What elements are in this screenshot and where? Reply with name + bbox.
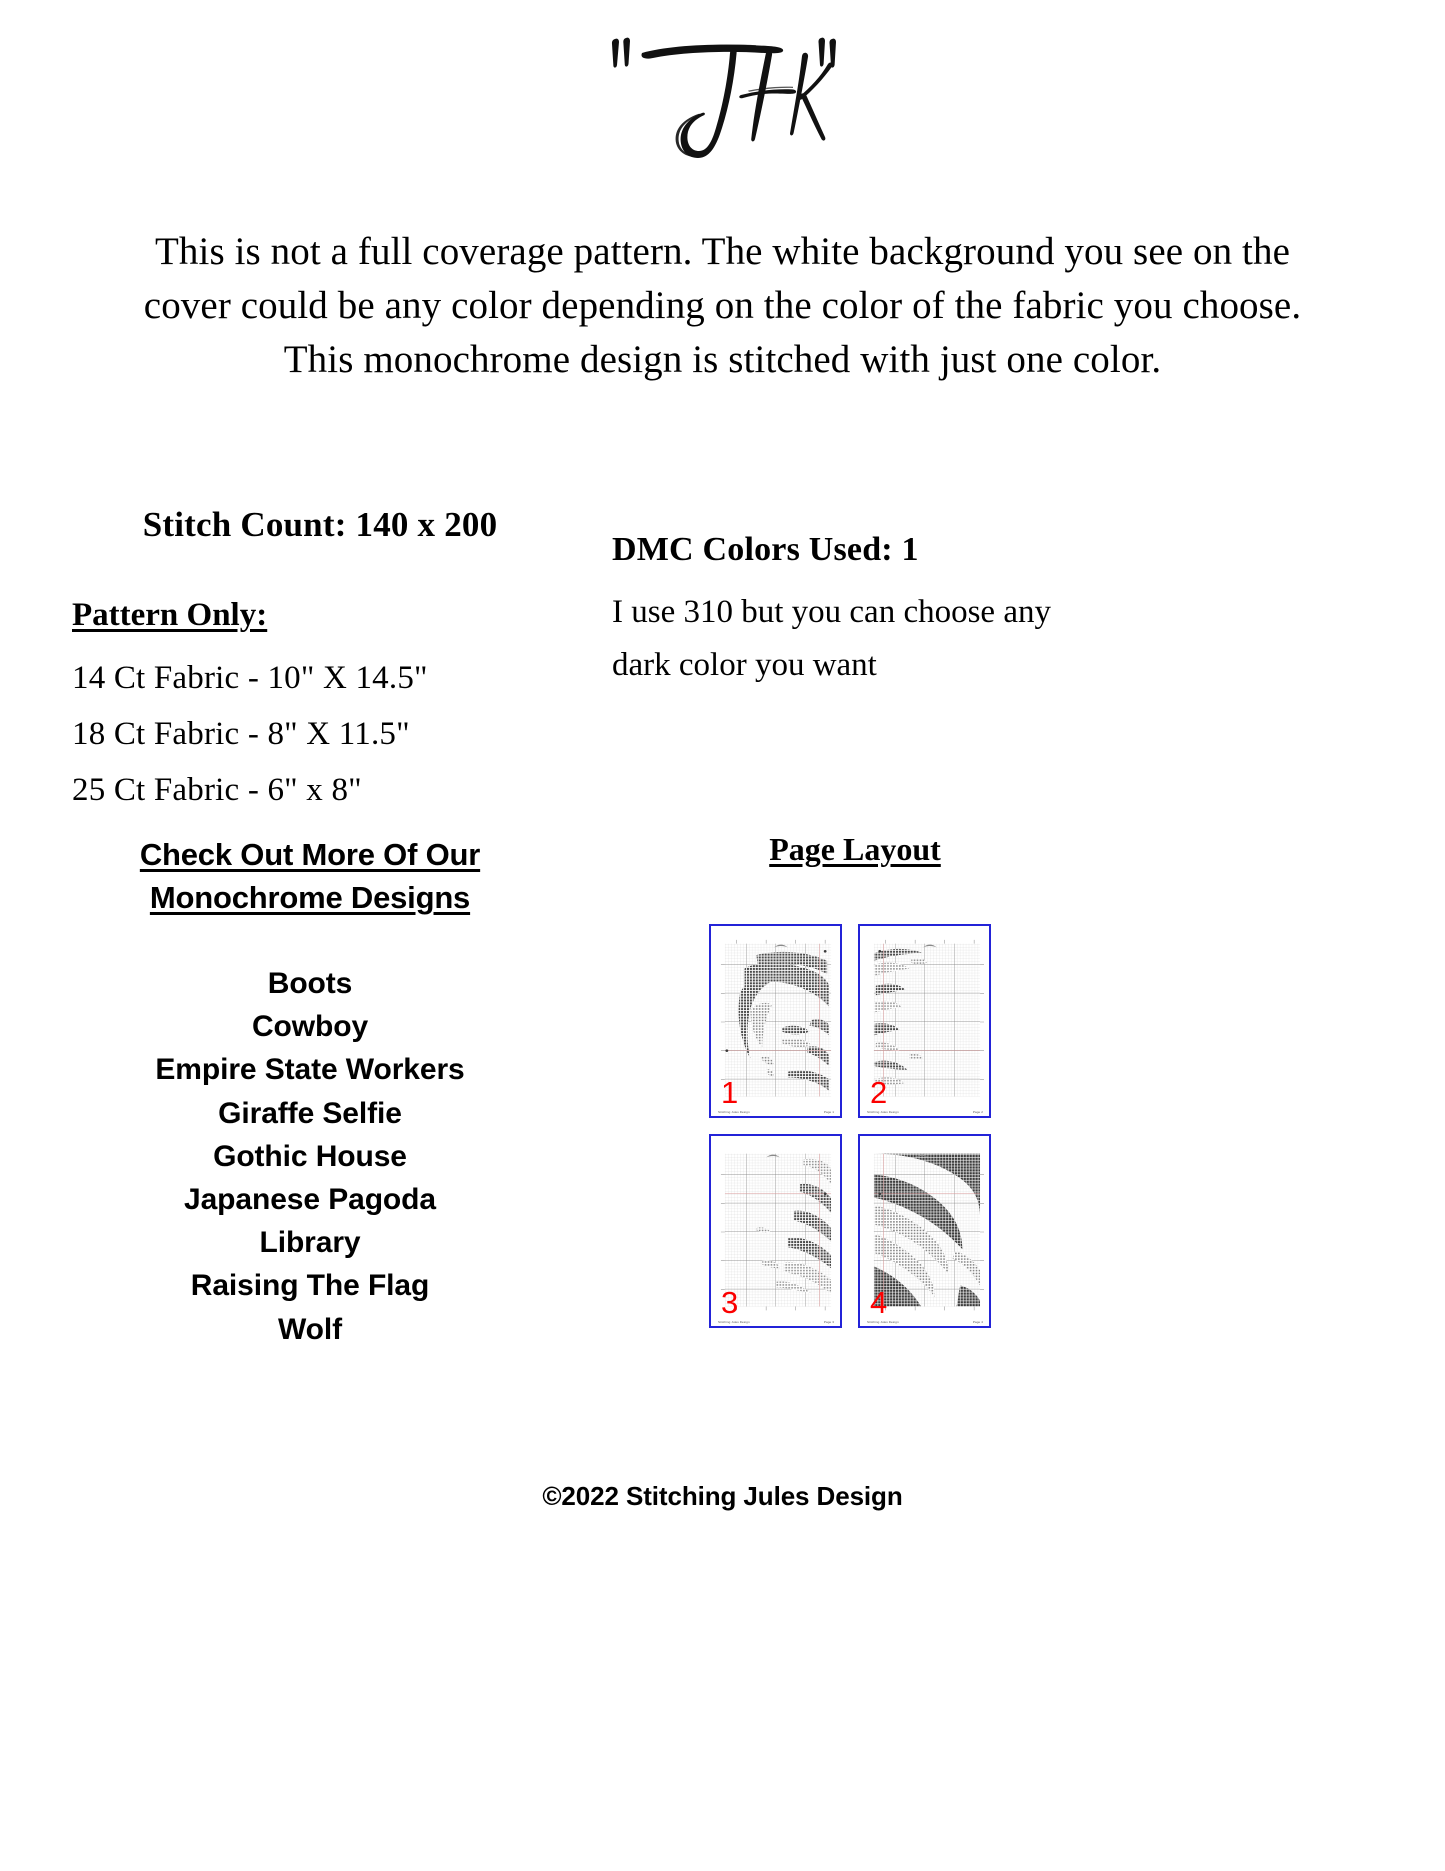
fabric-size-item: 25 Ct Fabric - 6" x 8" [72, 772, 362, 808]
thumbnail-caption-left: Stitching Jules Design [718, 1110, 750, 1114]
thumbnail-caption-right: Page 2 [972, 1110, 983, 1114]
dmc-colors-heading: DMC Colors Used: 1 [612, 531, 919, 568]
page-layout-heading: Page Layout [769, 831, 941, 867]
pattern-only-heading: Pattern Only: [72, 597, 268, 633]
page-layout-thumbnail-grid [709, 924, 991, 1328]
more-designs-heading-line2: Monochrome Designs [149, 880, 471, 915]
fabric-size-list [72, 650, 592, 818]
thumbnail-caption-right: Page 4 [972, 1320, 983, 1324]
page-number-badge: 2 [870, 1075, 888, 1110]
list-item: Raising The Flag [190, 1269, 430, 1303]
list-item: Japanese Pagoda [184, 1183, 436, 1217]
jfk-script-logo-icon [608, 33, 838, 163]
thumbnail-caption-left: Stitching Jules Design [718, 1320, 750, 1324]
more-designs-heading [60, 833, 560, 919]
fabric-size-item: 18 Ct Fabric - 8" X 11.5" [72, 716, 410, 752]
list-item: Cowboy [251, 1010, 369, 1044]
thumbnail-caption-left: Stitching Jules Design [867, 1110, 899, 1114]
fabric-size-item: 14 Ct Fabric - 10" X 14.5" [72, 660, 428, 696]
page-number-badge: 3 [721, 1285, 739, 1320]
more-designs-list [60, 962, 560, 1351]
page-title [0, 28, 1445, 168]
list-item: Giraffe Selfie [218, 1096, 402, 1130]
footer-copyright: ©2022 Stitching Jules Design [542, 1481, 903, 1511]
thumbnail-caption-left: Stitching Jules Design [867, 1320, 899, 1324]
list-item: Library [259, 1226, 361, 1260]
page-thumbnail-4[interactable] [858, 1134, 991, 1328]
intro-paragraph: This is not a full coverage pattern. The white background you see on the cover could be any color depending on the color of the fabric you choose. This monochrome design is stitched with just one color. [143, 230, 1302, 381]
list-item: Empire State Workers [155, 1053, 465, 1087]
page-thumbnail-3[interactable] [709, 1134, 842, 1328]
thumbnail-caption-right: Page 1 [823, 1110, 834, 1114]
page-number-badge: 1 [721, 1075, 739, 1110]
list-item: Boots [267, 967, 353, 1000]
thumbnail-caption-right: Page 3 [823, 1320, 834, 1324]
more-designs-heading-line1: Check Out More Of Our [139, 837, 481, 872]
page-number-badge: 4 [870, 1285, 888, 1320]
stitch-count-label: Stitch Count: 140 x 200 [142, 505, 498, 544]
page-thumbnail-1[interactable] [709, 924, 842, 1118]
list-item: Wolf [277, 1312, 343, 1346]
dmc-colors-note: I use 310 but you can choose any dark color you want [612, 594, 1051, 683]
page-thumbnail-2[interactable] [858, 924, 991, 1118]
list-item: Gothic House [213, 1139, 407, 1173]
